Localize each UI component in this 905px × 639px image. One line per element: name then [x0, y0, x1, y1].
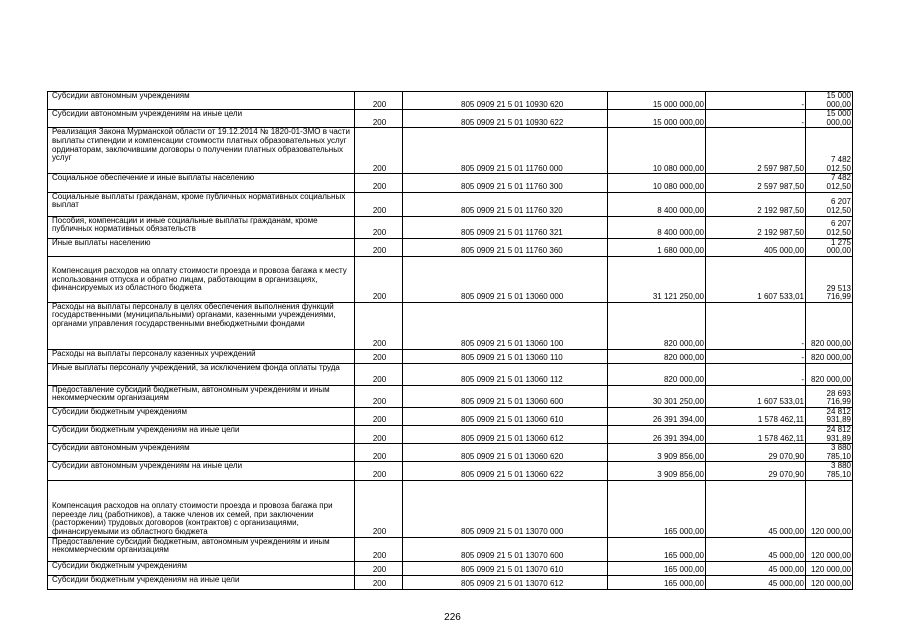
expense-name: Социальные выплаты гражданам, кроме публичных нормативных социальных выплат — [48, 192, 355, 216]
budget-classification-code: 805 0909 21 5 01 13060 622 — [403, 462, 608, 480]
assigned-amount: 10 080 000,00 — [608, 174, 706, 192]
remaining-amount: 29 513 716,99 — [806, 256, 853, 302]
assigned-amount: 3 909 856,00 — [608, 444, 706, 462]
budget-classification-code: 805 0909 21 5 01 13070 610 — [403, 561, 608, 575]
table-row — [48, 302, 853, 349]
assigned-amount: 165 000,00 — [608, 561, 706, 575]
remaining-amount: 28 693 716,99 — [806, 385, 853, 407]
assigned-amount: 165 000,00 — [608, 480, 706, 537]
remaining-amount: 120 000,00 — [806, 561, 853, 575]
budget-classification-code: 805 0909 21 5 01 13060 610 — [403, 407, 608, 425]
executed-amount: - — [706, 92, 806, 110]
executed-amount: 45 000,00 — [706, 480, 806, 537]
remaining-amount: 120 000,00 — [806, 537, 853, 561]
executed-amount: 1 607 533,01 — [706, 385, 806, 407]
line-code: 200 — [355, 302, 403, 349]
assigned-amount: 26 391 394,00 — [608, 407, 706, 425]
line-code: 200 — [355, 256, 403, 302]
line-code: 200 — [355, 216, 403, 238]
executed-amount: 2 597 987,50 — [706, 128, 806, 174]
page-number: 226 — [444, 612, 461, 623]
executed-amount: - — [706, 349, 806, 363]
remaining-amount: 120 000,00 — [806, 480, 853, 537]
assigned-amount: 1 680 000,00 — [608, 238, 706, 256]
executed-amount: 2 192 987,50 — [706, 192, 806, 216]
budget-classification-code: 805 0909 21 5 01 13060 110 — [403, 349, 608, 363]
expense-name: Расходы на выплаты персоналу казенных учреждений — [48, 349, 355, 363]
table-row — [48, 128, 853, 174]
line-code: 200 — [355, 425, 403, 443]
expense-name: Субсидии автономным учреждениям — [48, 444, 355, 462]
remaining-amount: 15 000 000,00 — [806, 92, 853, 110]
executed-amount: 45 000,00 — [706, 561, 806, 575]
expense-name: Субсидии автономным учреждениям — [48, 92, 355, 110]
table-row — [48, 363, 853, 385]
executed-amount: - — [706, 363, 806, 385]
budget-classification-code: 805 0909 21 5 01 11760 300 — [403, 174, 608, 192]
table-row — [48, 537, 853, 561]
line-code: 200 — [355, 92, 403, 110]
table-row — [48, 425, 853, 443]
expense-name: Субсидии бюджетным учреждениям на иные цели — [48, 425, 355, 443]
line-code: 200 — [355, 561, 403, 575]
assigned-amount: 3 909 856,00 — [608, 462, 706, 480]
line-code: 200 — [355, 349, 403, 363]
remaining-amount: 820 000,00 — [806, 302, 853, 349]
assigned-amount: 31 121 250,00 — [608, 256, 706, 302]
expense-name: Субсидии бюджетным учреждениям — [48, 407, 355, 425]
assigned-amount: 8 400 000,00 — [608, 216, 706, 238]
executed-amount: 29 070,90 — [706, 444, 806, 462]
executed-amount: 45 000,00 — [706, 575, 806, 589]
budget-classification-code: 805 0909 21 5 01 13060 100 — [403, 302, 608, 349]
line-code: 200 — [355, 128, 403, 174]
budget-classification-code: 805 0909 21 5 01 13070 000 — [403, 480, 608, 537]
remaining-amount: 3 880 785,10 — [806, 444, 853, 462]
assigned-amount: 10 080 000,00 — [608, 128, 706, 174]
remaining-amount: 6 207 012,50 — [806, 192, 853, 216]
remaining-amount: 24 812 931,89 — [806, 425, 853, 443]
remaining-amount: 15 000 000,00 — [806, 110, 853, 128]
executed-amount: 1 578 462,11 — [706, 407, 806, 425]
expense-name: Компенсация расходов на оплату стоимости проезда и провоза багажа при переезде лиц (работников), а также членов их семей, при заключении (расторжении) трудовых договоров (контрактов) с организациями, финансируемыми из областного бюджета — [48, 480, 355, 537]
expense-name: Субсидии бюджетным учреждениям на иные цели — [48, 575, 355, 589]
table-row — [48, 92, 853, 110]
assigned-amount: 15 000 000,00 — [608, 110, 706, 128]
assigned-amount: 15 000 000,00 — [608, 92, 706, 110]
budget-classification-code: 805 0909 21 5 01 11760 360 — [403, 238, 608, 256]
table-row — [48, 256, 853, 302]
expense-name: Иные выплаты населению — [48, 238, 355, 256]
remaining-amount: 3 880 785,10 — [806, 462, 853, 480]
expense-name: Субсидии бюджетным учреждениям — [48, 561, 355, 575]
assigned-amount: 165 000,00 — [608, 575, 706, 589]
assigned-amount: 820 000,00 — [608, 349, 706, 363]
table-row — [48, 385, 853, 407]
line-code: 200 — [355, 480, 403, 537]
expense-name: Пособия, компенсации и иные социальные выплаты гражданам, кроме публичных нормативных обязательств — [48, 216, 355, 238]
expense-name: Иные выплаты персоналу учреждений, за исключением фонда оплаты труда — [48, 363, 355, 385]
line-code: 200 — [355, 192, 403, 216]
executed-amount: 1 578 462,11 — [706, 425, 806, 443]
budget-classification-code: 805 0909 21 5 01 13060 600 — [403, 385, 608, 407]
line-code: 200 — [355, 407, 403, 425]
remaining-amount: 6 207 012,50 — [806, 216, 853, 238]
expense-name: Предоставление субсидий бюджетным, автономным учреждениям и иным некоммерческим организациям — [48, 385, 355, 407]
remaining-amount: 820 000,00 — [806, 363, 853, 385]
executed-amount: 2 192 987,50 — [706, 216, 806, 238]
budget-classification-code: 805 0909 21 5 01 11760 320 — [403, 192, 608, 216]
budget-classification-code: 805 0909 21 5 01 13060 112 — [403, 363, 608, 385]
expense-name: Расходы на выплаты персоналу в целях обеспечения выполнения функций государственными (муниципальными) органами, казенными учреждениями, органами управления государственными внебюджетными фондами — [48, 302, 355, 349]
budget-classification-code: 805 0909 21 5 01 13060 612 — [403, 425, 608, 443]
table-row — [48, 110, 853, 128]
executed-amount: - — [706, 110, 806, 128]
line-code: 200 — [355, 238, 403, 256]
assigned-amount: 8 400 000,00 — [608, 192, 706, 216]
line-code: 200 — [355, 110, 403, 128]
table-row — [48, 444, 853, 462]
executed-amount: 45 000,00 — [706, 537, 806, 561]
expense-name: Реализация Закона Мурманской области от 19.12.2014 № 1820-01-ЗМО в части выплаты стипендии и компенсации стоимости платных образовательных услуг ординаторам, заключившим договоры о получении платных образовательных услуг — [48, 128, 355, 174]
line-code: 200 — [355, 174, 403, 192]
executed-amount: 29 070,90 — [706, 462, 806, 480]
line-code: 200 — [355, 363, 403, 385]
expense-name: Субсидии автономным учреждениям на иные цели — [48, 110, 355, 128]
remaining-amount: 7 482 012,50 — [806, 174, 853, 192]
remaining-amount: 820 000,00 — [806, 349, 853, 363]
executed-amount: 405 000,00 — [706, 238, 806, 256]
executed-amount: 1 607 533,01 — [706, 256, 806, 302]
budget-classification-code: 805 0909 21 5 01 13060 000 — [403, 256, 608, 302]
budget-classification-code: 805 0909 21 5 01 10930 620 — [403, 92, 608, 110]
assigned-amount: 820 000,00 — [608, 363, 706, 385]
budget-classification-code: 805 0909 21 5 01 13070 612 — [403, 575, 608, 589]
budget-execution-table — [47, 91, 853, 590]
expense-name: Социальное обеспечение и иные выплаты населению — [48, 174, 355, 192]
expense-name: Предоставление субсидий бюджетным, автономным учреждениям и иным некоммерческим организациям — [48, 537, 355, 561]
line-code: 200 — [355, 462, 403, 480]
line-code: 200 — [355, 537, 403, 561]
expense-name: Компенсация расходов на оплату стоимости проезда и провоза багажа к месту использования отпуска и обратно лицам, работающим в организациях, финансируемых из областного бюджета — [48, 256, 355, 302]
executed-amount: - — [706, 302, 806, 349]
budget-classification-code: 805 0909 21 5 01 10930 622 — [403, 110, 608, 128]
expense-name: Субсидии автономным учреждениям на иные цели — [48, 462, 355, 480]
budget-classification-code: 805 0909 21 5 01 13070 600 — [403, 537, 608, 561]
table-row — [48, 174, 853, 192]
table-row — [48, 480, 853, 537]
remaining-amount: 120 000,00 — [806, 575, 853, 589]
assigned-amount: 165 000,00 — [608, 537, 706, 561]
line-code: 200 — [355, 385, 403, 407]
line-code: 200 — [355, 444, 403, 462]
budget-classification-code: 805 0909 21 5 01 11760 321 — [403, 216, 608, 238]
budget-table-body — [48, 92, 853, 590]
assigned-amount: 26 391 394,00 — [608, 425, 706, 443]
remaining-amount: 1 275 000,00 — [806, 238, 853, 256]
remaining-amount: 24 812 931,89 — [806, 407, 853, 425]
table-row — [48, 238, 853, 256]
table-row — [48, 462, 853, 480]
table-row — [48, 407, 853, 425]
table-row — [48, 575, 853, 589]
table-row — [48, 216, 853, 238]
assigned-amount: 30 301 250,00 — [608, 385, 706, 407]
executed-amount: 2 597 987,50 — [706, 174, 806, 192]
budget-classification-code: 805 0909 21 5 01 11760 000 — [403, 128, 608, 174]
table-row — [48, 192, 853, 216]
line-code: 200 — [355, 575, 403, 589]
assigned-amount: 820 000,00 — [608, 302, 706, 349]
remaining-amount: 7 482 012,50 — [806, 128, 853, 174]
table-row — [48, 561, 853, 575]
budget-classification-code: 805 0909 21 5 01 13060 620 — [403, 444, 608, 462]
table-row — [48, 349, 853, 363]
